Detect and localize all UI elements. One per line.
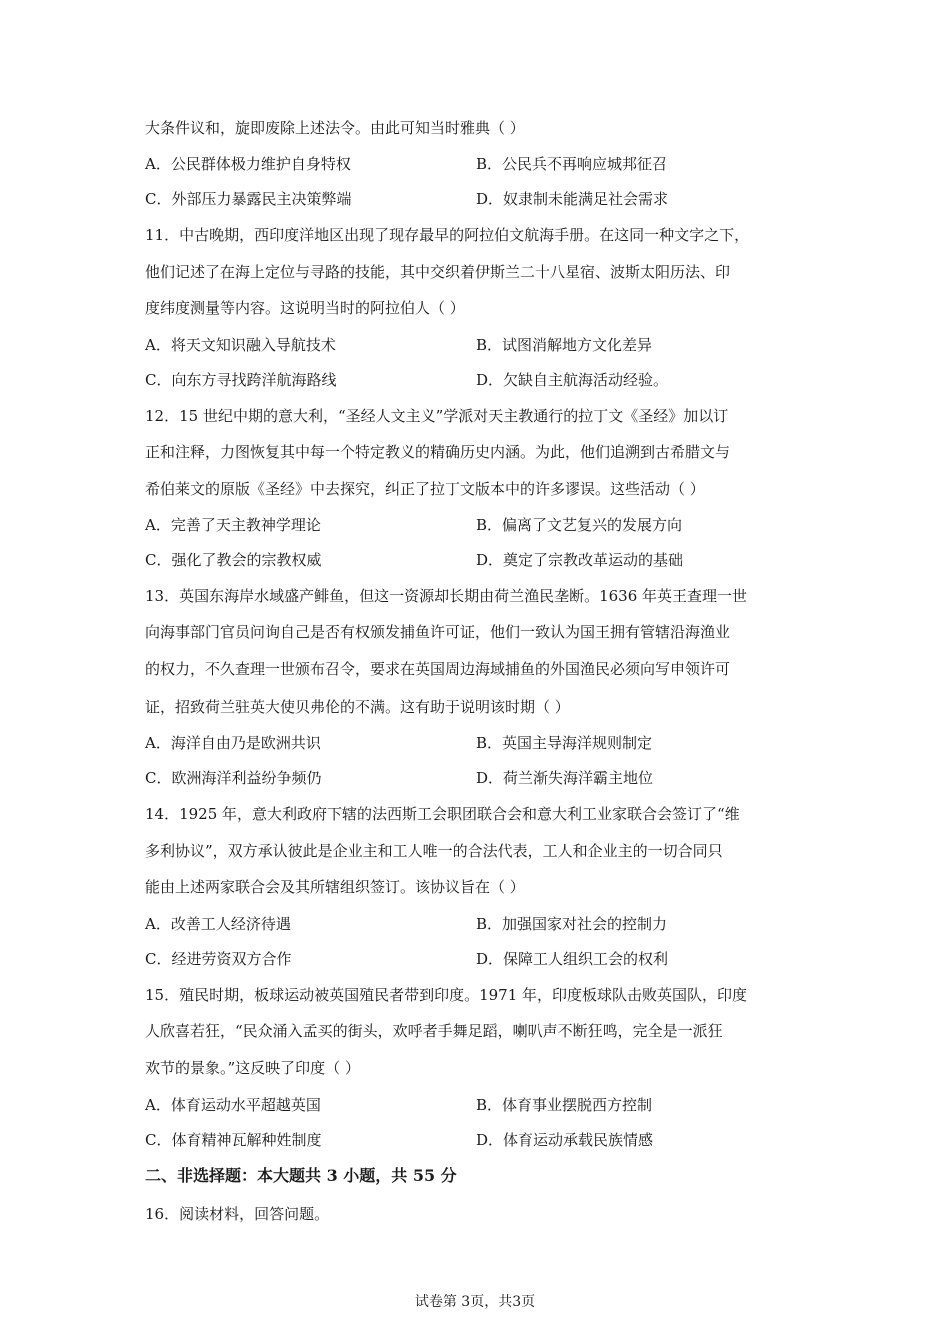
q13-option-a: A．海洋自由乃是欧洲共识 — [145, 734, 321, 752]
q12-stem-line: 希伯莱文的原版《圣经》中去探究，纠正了拉丁文版本中的许多谬误。这些活动（ ） — [145, 480, 705, 498]
q10-option-c: C．外部压力暴露民主决策弊端 — [145, 190, 352, 208]
q13-option-c: C．欧洲海洋利益纷争频仍 — [145, 769, 322, 787]
q13-option-d: D．荷兰渐失海洋霸主地位 — [476, 769, 654, 787]
q15-option-d: D．体育运动承载民族情感 — [476, 1131, 654, 1149]
q14-stem-line: 能由上述两家联合会及其所辖组织签订。该协议旨在（ ） — [145, 878, 525, 896]
q13-stem-line: 13．英国东海岸水域盛产鲱鱼，但这一资源却长期由荷兰渔民垄断。1636 年英王查理一世 — [145, 587, 748, 605]
page-footer: 试卷第 3页，共3页 — [414, 1294, 536, 1310]
q10-option-b: B．公民兵不再响应城邦征召 — [476, 155, 668, 173]
q11-stem-line: 11．中古晚期，西印度洋地区出现了现存最早的阿拉伯文航海手册。在这同一种文字之下， — [145, 226, 750, 244]
q12-option-b: B．偏离了文艺复兴的发展方向 — [476, 516, 683, 534]
q10-stem-tail: 大条件议和，旋即废除上述法令。由此可知当时雅典（ ） — [145, 119, 525, 137]
q13-stem-line: 向海事部门官员问询自己是否有权颁发捕鱼许可证，他们一致认为国王拥有管辖沿海渔业 — [145, 623, 731, 641]
q12-stem-line: 正和注释，力图恢复其中每一个特定教义的精确历史内涵。为此，他们追溯到古希腊文与 — [145, 443, 731, 461]
q13-option-b: B．英国主导海洋规则制定 — [476, 734, 653, 752]
q11-option-b: B．试图消解地方文化差异 — [476, 336, 653, 354]
q14-option-d: D．保障工人组织工会的权利 — [476, 950, 669, 968]
q11-option-d: D．欠缺自主航海活动经验。 — [476, 371, 669, 389]
q12-option-d: D．奠定了宗教改革运动的基础 — [476, 551, 684, 569]
q15-option-c: C．体育精神瓦解种姓制度 — [145, 1131, 322, 1149]
q14-stem-line: 多利协议”，双方承认彼此是企业主和工人唯一的合法代表，工人和企业主的一切合同只 — [145, 842, 723, 860]
q15-option-b: B．体育事业摆脱西方控制 — [476, 1096, 653, 1114]
q12-stem-line: 12．15 世纪中期的意大利，“圣经人文主义”学派对天主教通行的拉丁文《圣经》加以订 — [145, 407, 729, 425]
q11-option-c: C．向东方寻找跨洋航海路线 — [145, 371, 337, 389]
q11-stem-line: 他们记述了在海上定位与寻路的技能，其中交织着伊斯兰二十八星宿、波斯太阳历法、印 — [145, 263, 731, 281]
q13-stem-line: 证，招致荷兰驻英大使贝弗伦的不满。这有助于说明该时期（ ） — [145, 698, 570, 716]
q14-option-a: A．改善工人经济待遇 — [145, 915, 291, 933]
q10-option-d: D．奴隶制未能满足社会需求 — [476, 190, 669, 208]
q15-stem-line: 15．殖民时期，板球运动被英国殖民者带到印度。1971 年，印度板球队击败英国队，印度 — [145, 986, 748, 1004]
q15-stem-line: 人欣喜若狂，“民众涌入孟买的街头，欢呼者手舞足蹈，喇叭声不断狂鸣，完全是一派狂 — [145, 1022, 723, 1040]
q13-stem-line: 的权力，不久查理一世颁布召令，要求在英国周边海域捕鱼的外国渔民必须向写申领许可 — [145, 660, 731, 678]
q11-option-a: A．将天文知识融入导航技术 — [145, 336, 336, 354]
q14-option-c: C．经进劳资双方合作 — [145, 950, 292, 968]
q15-option-a: A．体育运动水平超越英国 — [145, 1096, 321, 1114]
q11-stem-line: 度纬度测量等内容。这说明当时的阿拉伯人（ ） — [145, 299, 465, 317]
section-heading: 二、非选择题：本大题共 3 小题，共 55 分 — [145, 1166, 457, 1185]
q14-stem-line: 14．1925 年，意大利政府下辖的法西斯工会职团联合会和意大利工业家联合会签订了“维 — [145, 805, 740, 823]
q12-option-c: C．强化了教会的宗教权威 — [145, 551, 322, 569]
q12-option-a: A．完善了天主教神学理论 — [145, 516, 321, 534]
q10-option-a: A．公民群体极力维护自身特权 — [145, 155, 351, 173]
q14-option-b: B．加强国家对社会的控制力 — [476, 915, 668, 933]
q16-stem: 16．阅读材料，回答问题。 — [145, 1205, 330, 1223]
q15-stem-line: 欢节的景象。”这反映了印度（ ） — [145, 1059, 360, 1077]
